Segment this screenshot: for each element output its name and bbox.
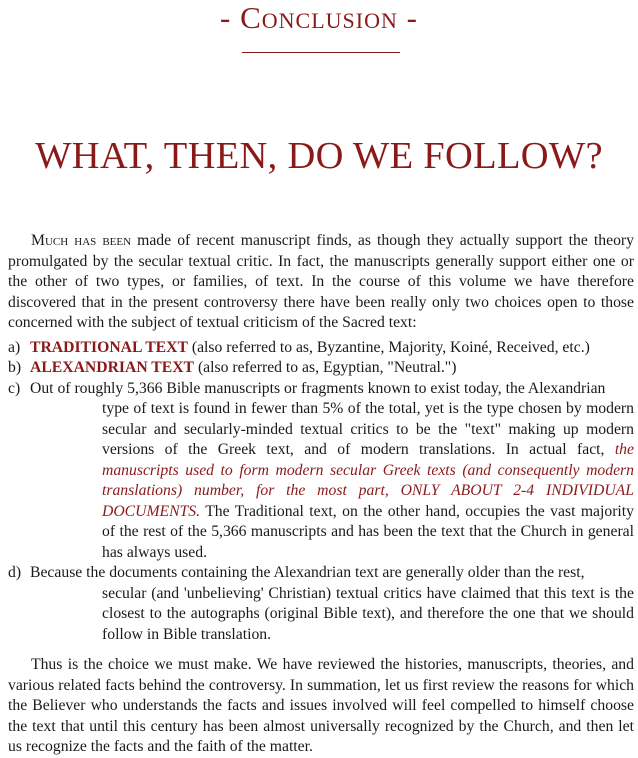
list-marker: a) [8,338,21,356]
item-emphasis: the manuscripts used to form modern secular Greek texts (and consequently modern translations) number, for the most part, ONLY ABOUT 2-4 INDIVIDUAL DOCUMENTS. [102,441,634,520]
list-item-d [8,563,634,645]
list-marker: c) [8,379,21,397]
intro-lead: Much has been [31,232,132,249]
item-tail: The Traditional text, on the other hand, occupies the vast majority of the rest of the 5,366 manuscripts and has been the text that the Church in general has always used. [102,502,634,561]
closing-paragraph: Thus is the choice we must make. We have reviewed the histories, manuscripts, theories, and various related facts behind the controversy. In summation, let us first review the reasons for which the Believer who understands the facts and issues involved will feel compelled to himself choose the text that until this century has been almost universally recognized by the Church, and then let us recognize the facts and the faith of the matter. [8,656,634,755]
list-item-a [8,338,634,359]
item-heading: ALEXANDRIAN TEXT [30,359,195,376]
item-text: (also referred to as, Egyptian, "Neutral.") [194,359,457,376]
item-text: type of text is found in fewer than 5% of the total, yet is the type chosen by modern secular and secularly-minded textual critics to be the "text" making up modern versions of the Greek text, and of modern translations. In actual fact, [102,400,634,458]
list-item-b [8,358,634,379]
intro-text: made of recent manuscript finds, as though they actually support the theory promulgated by the secular textual critic. In fact, the manuscripts generally support either one or the other of two types, or families, of text. In the course of this volume we have therefore discovered that in the present controversy there have been really only two choices open to those concerned with the subject of textual criticism of the Sacred text: [8,232,634,331]
item-lead: Because the documents containing the Alexandrian text are generally older than the rest, [30,564,585,581]
chapter-title: WHAT, THEN, DO WE FOLLOW? [35,135,603,177]
title-rule [242,52,400,53]
item-text: secular (and 'unbelieving' Christian) textual critics have claimed that this text is the closest to the autographs (original Bible text), and therefore the one that we should follow in Bible translation. [102,584,634,643]
body-text [8,231,634,758]
list-marker: d) [8,564,22,581]
choice-list [8,338,634,646]
list-item-c [8,379,634,564]
item-heading: TRADITIONAL TEXT [30,338,188,356]
list-marker: b) [8,359,22,376]
item-text: (also referred to as, Byzantine, Majority, Koiné, Received, etc.) [187,338,590,356]
item-lead: Out of roughly 5,366 Bible manuscripts or fragments known to exist today, the Alexandrian [30,379,606,397]
section-title: - Conclusion - [220,0,418,35]
intro-paragraph [8,231,634,334]
